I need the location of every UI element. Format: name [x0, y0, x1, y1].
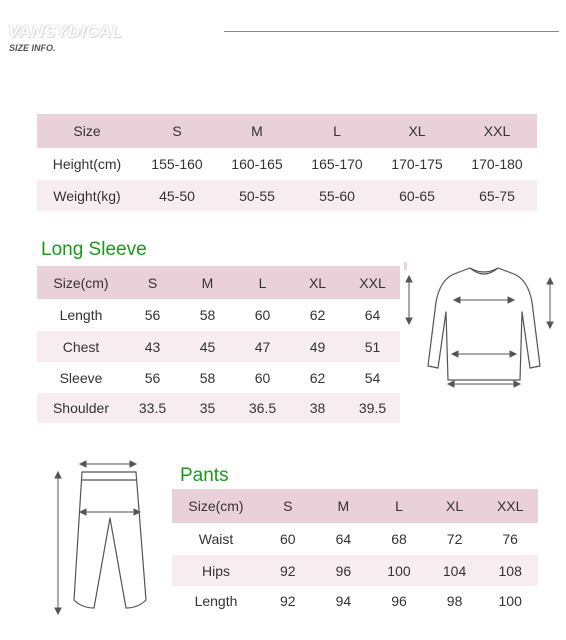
table-row — [37, 331, 400, 362]
table-cell: L — [297, 114, 377, 148]
table-cell: 54 — [345, 362, 400, 393]
row-label: Size — [37, 114, 137, 148]
table-row — [37, 148, 537, 180]
table-row — [37, 362, 400, 393]
table-cell: XXL — [482, 489, 538, 523]
table-cell: 62 — [290, 362, 345, 393]
table-cell: 64 — [345, 299, 400, 331]
row-label: Shoulder — [37, 393, 125, 423]
table-cell: 100 — [371, 555, 427, 586]
table-cell: 170-180 — [457, 148, 537, 180]
table-cell: 56 — [125, 299, 180, 331]
table-cell: 76 — [482, 523, 538, 555]
table-cell: 68 — [371, 523, 427, 555]
table-cell: 92 — [260, 555, 316, 586]
row-label: Sleeve — [37, 362, 125, 393]
table-cell: 60-65 — [377, 180, 457, 211]
table-cell: 36.5 — [235, 393, 290, 423]
table-cell: 60 — [260, 523, 316, 555]
table-cell: L — [235, 266, 290, 299]
table-cell: 94 — [316, 586, 372, 616]
table-row — [172, 523, 538, 555]
table-cell: S — [260, 489, 316, 523]
row-label: Length — [37, 299, 125, 331]
table-cell: 108 — [482, 555, 538, 586]
header-divider — [224, 31, 559, 32]
table-cell: 155-160 — [137, 148, 217, 180]
table-cell: 96 — [371, 586, 427, 616]
table-cell: 165-170 — [297, 148, 377, 180]
table-cell: 72 — [427, 523, 483, 555]
general-size-table — [37, 114, 537, 211]
table-cell: 170-175 — [377, 148, 457, 180]
table-cell: 43 — [125, 331, 180, 362]
table-cell: M — [316, 489, 372, 523]
long-sleeve-title: Long Sleeve — [41, 239, 147, 260]
table-cell: M — [217, 114, 297, 148]
pants-table — [172, 489, 538, 616]
table-cell: 51 — [345, 331, 400, 362]
table-cell: XXL — [457, 114, 537, 148]
pants-diagram — [50, 458, 162, 618]
table-row — [37, 393, 400, 423]
table-cell: 104 — [427, 555, 483, 586]
table-cell: 45-50 — [137, 180, 217, 211]
table-cell: 65-75 — [457, 180, 537, 211]
long-sleeve-shirt-diagram — [404, 262, 564, 394]
table-cell: 58 — [180, 362, 235, 393]
table-cell: 50-55 — [217, 180, 297, 211]
row-label: Size(cm) — [37, 266, 125, 299]
brand-logo: VANSYDICAL — [8, 22, 123, 41]
table-cell: 47 — [235, 331, 290, 362]
row-label: Height(cm) — [37, 148, 137, 180]
table-cell: 49 — [290, 331, 345, 362]
table-row — [172, 586, 538, 616]
pants-title: Pants — [180, 465, 229, 486]
table-cell: 39.5 — [345, 393, 400, 423]
row-label: Weight(kg) — [37, 180, 137, 211]
table-cell: 62 — [290, 299, 345, 331]
table-cell: 38 — [290, 393, 345, 423]
table-row — [37, 299, 400, 331]
table-cell: 60 — [235, 299, 290, 331]
table-row — [37, 114, 537, 148]
table-row — [37, 266, 400, 299]
table-cell: 55-60 — [297, 180, 377, 211]
table-cell: XL — [427, 489, 483, 523]
table-cell: 35 — [180, 393, 235, 423]
table-row — [172, 555, 538, 586]
table-cell: 160-165 — [217, 148, 297, 180]
table-cell: L — [371, 489, 427, 523]
table-cell: 58 — [180, 299, 235, 331]
table-cell: 33.5 — [125, 393, 180, 423]
table-cell: XL — [290, 266, 345, 299]
table-cell: XXL — [345, 266, 400, 299]
table-cell: XL — [377, 114, 457, 148]
row-label: Waist — [172, 523, 260, 555]
table-cell: 45 — [180, 331, 235, 362]
table-cell: 96 — [316, 555, 372, 586]
row-label: Hips — [172, 555, 260, 586]
table-cell: 92 — [260, 586, 316, 616]
table-cell: M — [180, 266, 235, 299]
table-row — [172, 489, 538, 523]
table-cell: 100 — [482, 586, 538, 616]
row-label: Chest — [37, 331, 125, 362]
table-cell: 64 — [316, 523, 372, 555]
table-cell: 60 — [235, 362, 290, 393]
long-sleeve-table — [37, 266, 400, 423]
table-cell: 56 — [125, 362, 180, 393]
table-row — [37, 180, 537, 211]
table-cell: S — [125, 266, 180, 299]
table-cell: 98 — [427, 586, 483, 616]
table-cell: S — [137, 114, 217, 148]
row-label: Length — [172, 586, 260, 616]
row-label: Size(cm) — [172, 489, 260, 523]
size-info-label: SIZE INFO. — [9, 43, 56, 53]
